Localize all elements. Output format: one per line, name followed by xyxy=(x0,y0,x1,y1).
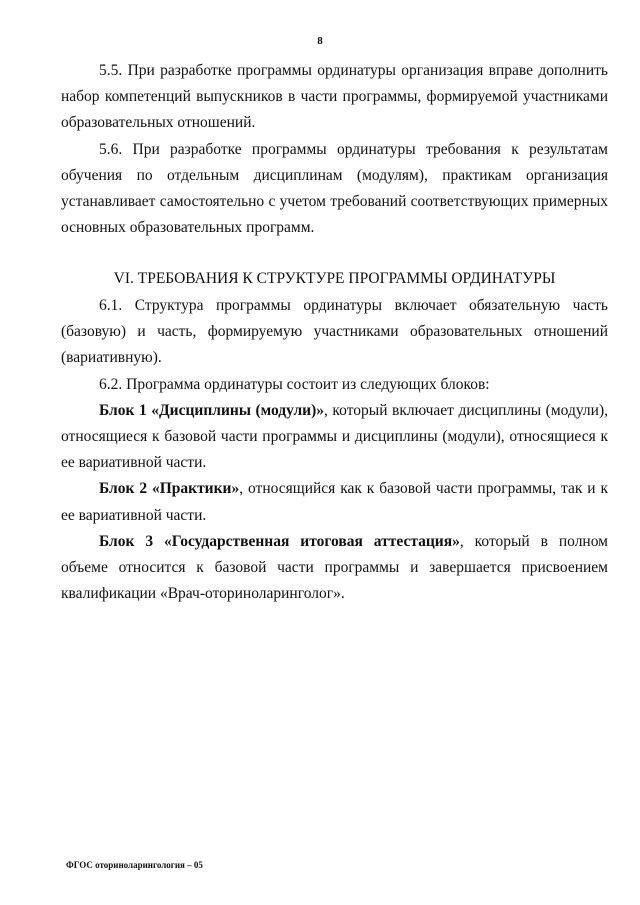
block-1-label: Блок 1 «Дисциплины (модули)» xyxy=(99,401,325,419)
paragraph-5-5: 5.5. При разработке программы ординатуры организация вправе дополнить набор компетенций выпускников в части программы, формируемой участниками образовательных отношений. xyxy=(61,62,608,132)
block-2-paragraph xyxy=(61,476,608,528)
block-3-paragraph xyxy=(61,529,608,608)
page-number: 8 xyxy=(317,35,323,47)
intro-paragraphs xyxy=(61,58,608,241)
block-3-label: Блок 3 «Государственная итоговая аттестация» xyxy=(99,532,460,550)
paragraph-5-6: 5.6. При разработке программы ординатуры требования к результатам обучения по отдельным дисциплинам (модулям), практикам организация устанавливает самостоятельно с учетом требований соответствующих примерных основных образовательных программ. xyxy=(61,140,608,237)
block-1-text: , который включает дисциплины (модули), относящиеся к базовой части программы и дисциплины (модули), относящиеся к ее вариативной части. xyxy=(61,401,608,472)
section-heading: VI. ТРЕБОВАНИЯ К СТРУКТУРЕ ПРОГРАММЫ ОРДИНАТУРЫ xyxy=(113,270,556,287)
section-paragraphs xyxy=(61,293,608,607)
paragraph-6-2: 6.2. Программа ординатуры состоит из следующих блоков: xyxy=(99,375,490,393)
block-2-label: Блок 2 «Практики» xyxy=(99,480,240,498)
block-3-text: , который в полном объеме относится к базовой части программы и завершается присвоением квалификации «Врач-оториноларинголог». xyxy=(61,532,608,603)
block-1-paragraph xyxy=(61,398,608,477)
block-2-text: , относящийся как к базовой части программы, так и к ее вариативной части. xyxy=(61,480,608,524)
paragraph-6-1: 6.1. Структура программы ординатуры включает обязательную часть (базовую) и часть, формируемую участниками образовательных отношений (вариативную). xyxy=(61,297,608,367)
document-footer: ФГОС оториноларингология – 05 xyxy=(66,860,203,870)
